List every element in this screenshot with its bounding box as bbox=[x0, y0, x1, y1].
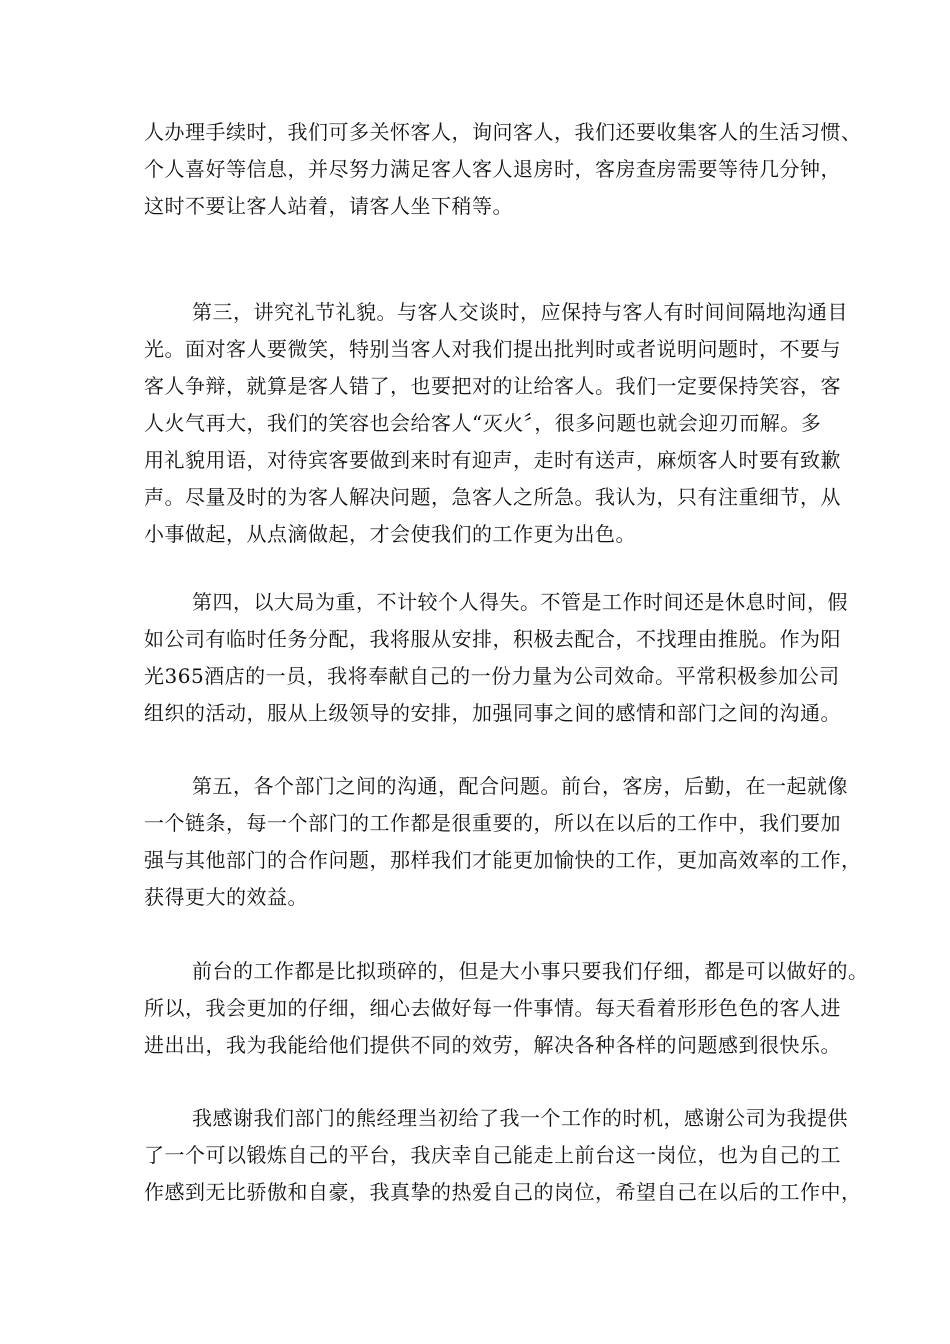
text-line: 所以，我会更加的仔细，细心去做好每一件事情。每天看着形形色色的客人进 bbox=[144, 996, 841, 1020]
text-line: 了一个可以锻炼自己的平台，我庆幸自己能走上前台这一岗位，也为自己的工 bbox=[144, 1143, 841, 1167]
text-line: 第五，各个部门之间的沟通，配合问题。前台，客房，后勤，在一起就像 bbox=[192, 774, 848, 798]
text-line: 小事做起，从点滴做起，才会使我们的工作更为出色。 bbox=[144, 522, 636, 546]
paragraph-third-point bbox=[144, 294, 848, 553]
text-line: 声。尽量及时的为客人解决问题，急客人之所急。我认为，只有注重细节，从 bbox=[144, 485, 841, 509]
text-line: 如公司有临时任务分配，我将服从安排，积极去配合，不找理由推脱。作为阳 bbox=[144, 627, 841, 651]
text-line: 第三，讲究礼节礼貌。与客人交谈时，应保持与客人有时间间隔地沟通目 bbox=[192, 300, 848, 324]
text-line: 人火气再大，我们的笑容也会给客人“灭火〞，很多问题也就会迎刃而解。多 bbox=[144, 411, 822, 435]
text-line: 我感谢我们部门的熊经理当初给了我一个工作的时机，感谢公司为我提供 bbox=[192, 1106, 848, 1130]
text-line: 进出出，我为我能给他们提供不同的效劳，解决各种各样的问题感到很快乐。 bbox=[144, 1033, 841, 1057]
text-line: 作感到无比骄傲和自豪，我真挚的热爱自己的岗位，希望自己在以后的工作中， bbox=[144, 1180, 862, 1204]
text-line: 人办理手续时，我们可多关怀客人，询问客人，我们还要收集客人的生活习惯、 bbox=[144, 120, 862, 144]
text-line: 用礼貌用语，对待宾客要做到来时有迎声，走时有送声，麻烦客人时要有致歉 bbox=[144, 448, 841, 472]
text-line: 一个链条，每一个部门的工作都是很重要的，所以在以后的工作中，我们要加 bbox=[144, 811, 841, 835]
paragraph-fourth-point bbox=[144, 584, 848, 732]
text-line: 组织的活动，服从上级领导的安排，加强同事之间的感情和部门之间的沟通。 bbox=[144, 701, 841, 725]
text-line: 前台的工作都是比拟琐碎的，但是大小事只要我们仔细，都是可以做好的。 bbox=[192, 959, 869, 983]
text-line: 光365酒店的一员，我将奉献自己的一份力量为公司效命。平常积极参加公司 bbox=[144, 664, 840, 688]
text-line: 个人喜好等信息，并尽努力满足客人客人退房时，客房查房需要等待几分钟， bbox=[144, 157, 841, 181]
text-line: 光。面对客人要微笑，特别当客人对我们提出批判时或者说明问题时，不要与 bbox=[144, 337, 841, 361]
paragraph-continuation bbox=[144, 114, 862, 225]
text-line: 这时不要让客人站着，请客人坐下稍等。 bbox=[144, 194, 513, 218]
paragraph-front-desk bbox=[144, 953, 869, 1064]
text-line: 第四，以大局为重，不计较个人得失。不管是工作时间还是休息时间，假 bbox=[192, 590, 848, 614]
paragraph-fifth-point bbox=[144, 768, 862, 916]
text-line: 客人争辩，就算是客人错了，也要把对的让给客人。我们一定要保持笑容，客 bbox=[144, 374, 841, 398]
text-line: 获得更大的效益。 bbox=[144, 885, 308, 909]
text-line: 强与其他部门的合作问题，那样我们才能更加愉快的工作，更加高效率的工作， bbox=[144, 848, 862, 872]
paragraph-thanks bbox=[144, 1100, 862, 1211]
